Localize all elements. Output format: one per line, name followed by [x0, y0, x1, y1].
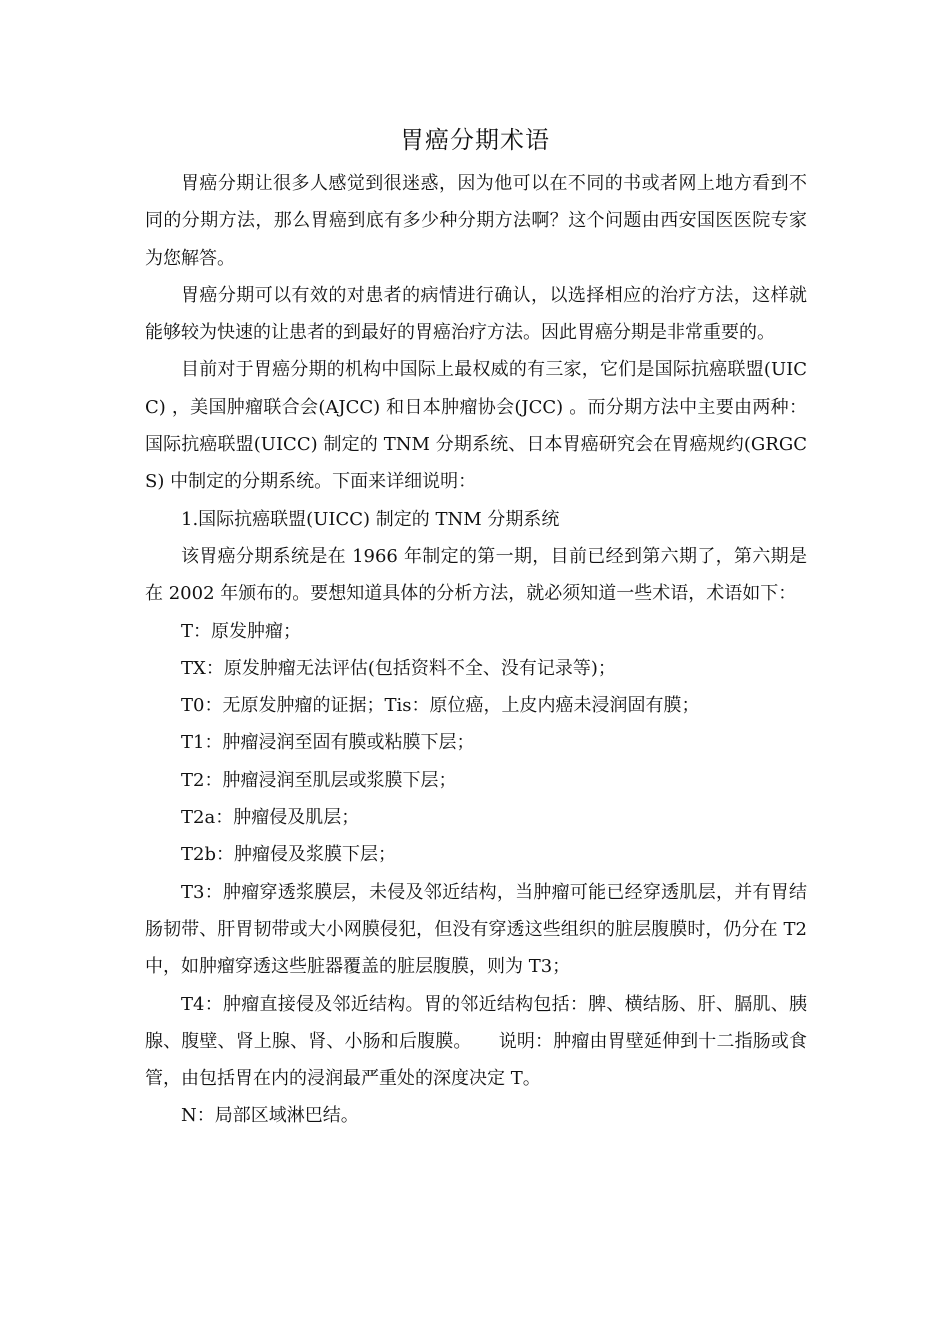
paragraph-term-t3: T3：肿瘤穿透浆膜层，未侵及邻近结构，当肿瘤可能已经穿透肌层，并有胃结肠韧带、肝胃韧带或大小网膜侵犯，但没有穿透这些组织的脏层腹膜时，仍分在 T2 中，如肿瘤穿透这些脏器覆盖的脏层腹膜，则为 T3；: [145, 881, 807, 978]
paragraph-term-t2b: T2b：肿瘤侵及浆膜下层；: [181, 844, 396, 866]
paragraph-history: 该胃癌分期系统是在 1966 年制定的第一期，目前已经到第六期了，第六期是在 2002 年颁布的。要想知道具体的分析方法，就必须知道一些术语，术语如下：: [145, 545, 807, 605]
paragraph-term-t: T：原发肿瘤；: [181, 620, 302, 642]
document-title: 胃癌分期术语: [400, 126, 550, 154]
paragraph-organizations: 目前对于胃癌分期的机构中国际上最权威的有三家，它们是国际抗癌联盟(UICC) ，美国肿瘤联合会(AJCC) 和日本肿瘤协会(JCC) 。而分期方法中主要由两种：国际抗癌联盟(UICC) 制定的 TNM 分期系统、日本胃癌研究会在胃癌规约(GRGCS) 中制定的分期系统。下面来详细说明：: [145, 359, 807, 493]
document-body: [145, 165, 807, 1135]
paragraph-term-tx: TX：原发肿瘤无法评估(包括资料不全、没有记录等)；: [181, 657, 616, 679]
paragraph-importance: 胃癌分期可以有效的对患者的病情进行确认，以选择相应的治疗方法，这样就能够较为快速的让患者的到最好的胃癌治疗方法。因此胃癌分期是非常重要的。: [145, 284, 807, 344]
paragraph-term-t2: T2：肿瘤浸润至肌层或浆膜下层；: [181, 769, 457, 791]
paragraph-term-t4: T4：肿瘤直接侵及邻近结构。胃的邻近结构包括：脾、横结肠、肝、膈肌、胰腺、腹壁、肾上腺、肾、小肠和后腹膜。 说明：肿瘤由胃壁延伸到十二指肠或食管，由包括胃在内的浸润最严重处的深度决定 T。: [145, 993, 807, 1090]
paragraph-term-t2a: T2a：肿瘤侵及肌层；: [181, 807, 360, 829]
paragraph-term-n: N：局部区域淋巴结。: [181, 1105, 359, 1127]
paragraph-section-heading: 1.国际抗癌联盟(UICC) 制定的 TNM 分期系统: [181, 508, 560, 530]
paragraph-term-t1: T1：肿瘤浸润至固有膜或粘膜下层；: [181, 732, 475, 754]
paragraph-term-t0: T0：无原发肿瘤的证据；Tis：原位癌，上皮内癌未浸润固有膜；: [181, 695, 700, 717]
paragraph-intro: 胃癌分期让很多人感觉到很迷惑，因为他可以在不同的书或者网上地方看到不同的分期方法，那么胃癌到底有多少种分期方法啊？这个问题由西安国医医院专家为您解答。: [145, 173, 807, 269]
